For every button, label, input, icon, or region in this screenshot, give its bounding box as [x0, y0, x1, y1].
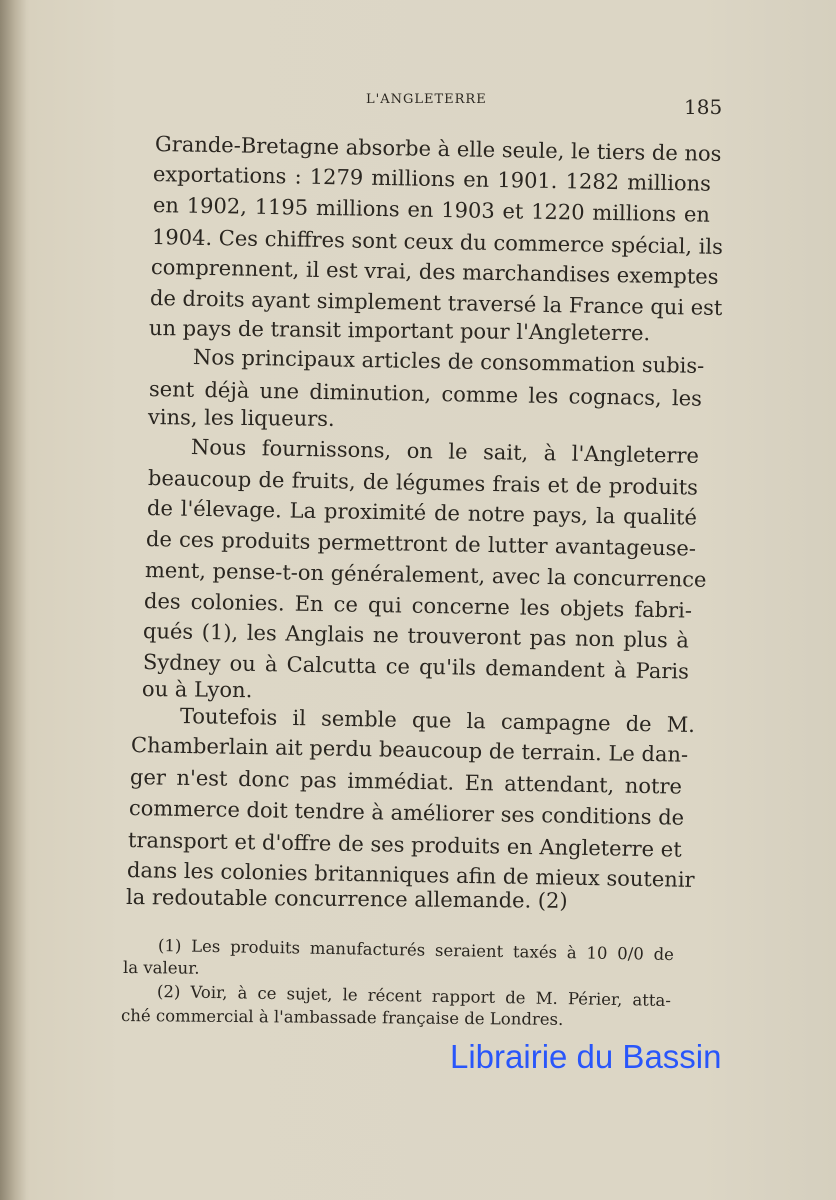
text-line: qués (1), les Anglais ne trouveront pas non plus à — [142, 619, 690, 653]
text-line: ment, pense-t-on généralement, avec la concurrence — [144, 558, 707, 592]
text-line: de l'élevage. La proximité de notre pays, la qualité — [146, 496, 698, 530]
text-line: commerce doit tendre à améliorer ses conditions de — [128, 796, 685, 830]
text-line: en 1902, 1195 millions en 1903 et 1220 millions en — [152, 193, 711, 227]
footnote-line: la valeur. — [122, 958, 200, 978]
text-line: de ces produits permettront de lutter avantageuse- — [145, 527, 697, 561]
text-line: Chamberlain ait perdu beaucoup de terrain. Le dan- — [130, 733, 689, 767]
text-line: ger n'est donc pas immédiat. En attendant, notre — [129, 765, 683, 799]
text-line: dans les colonies britanniques afin de mieux soutenir — [126, 858, 695, 892]
text-line: Nous fournissons, on le sait, à l'Angleterre — [190, 435, 700, 468]
text-line: exportations : 1279 millions en 1901. 1282 millions — [152, 162, 712, 196]
text-line: Grande-Bretagne absorbe à elle seule, le tiers de nos — [154, 132, 722, 166]
running-title: L'ANGLETERRE — [366, 92, 487, 107]
text-line: Nos principaux articles de consommation subis- — [192, 345, 705, 378]
text-line: Sydney ou à Calcutta ce qu'ils demandent à Paris — [142, 650, 690, 684]
text-line: sent déjà une diminution, comme les cognacs, les — [148, 377, 703, 411]
text-line: vins, les liqueurs. — [147, 405, 335, 431]
watermark: Librairie du Bassin — [450, 1038, 722, 1075]
text-line: ou à Lyon. — [141, 677, 253, 703]
footnote-line: ché commercial à l'ambassade française de Londres. — [120, 1006, 564, 1029]
text-line: beaucoup de fruits, de légumes frais et de produits — [147, 466, 699, 500]
text-line: un pays de transit important pour l'Angleterre. — [148, 316, 651, 346]
text-line: 1904. Ces chiffres sont ceux du commerce spécial, ils — [151, 225, 724, 259]
text-line: Toutefois il semble que la campagne de M. — [179, 704, 696, 737]
text-line: transport et d'offre de ses produits en Angleterre et — [127, 828, 682, 862]
page-number: 185 — [684, 95, 723, 119]
text-line: de droits ayant simplement traversé la France qui est — [149, 286, 723, 320]
text-line: la redoutable concurrence allemande. (2) — [125, 885, 568, 913]
book-gutter — [0, 0, 26, 1200]
footnote-line: (1) Les produits manufacturés seraient taxés à 10 0/0 de — [157, 936, 675, 965]
footnote-line: (2) Voir, à ce sujet, le récent rapport de M. Périer, atta- — [156, 982, 672, 1010]
text-line: des colonies. En ce qui concerne les objets fabri- — [143, 589, 693, 623]
text-line: comprennent, il est vrai, des marchandises exemptes — [150, 255, 719, 289]
